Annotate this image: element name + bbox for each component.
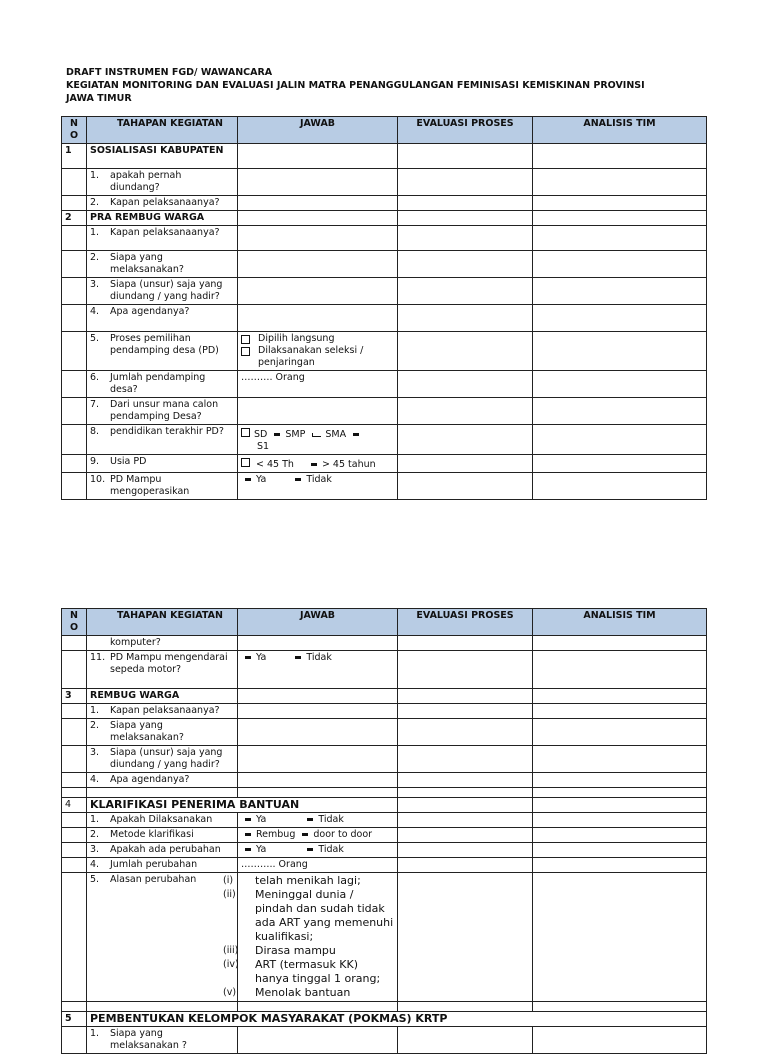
option-over-45: > 45 tahun: [321, 459, 376, 470]
spacer-row: [62, 788, 707, 798]
table-header-row: [62, 609, 707, 636]
item-question: PD Mampu mengendarai sepeda motor?: [110, 652, 228, 675]
section-title: SOSIALISASI KABUPATEN: [87, 144, 238, 169]
evaluation-cell[interactable]: [398, 651, 533, 689]
analysis-cell[interactable]: [533, 196, 707, 211]
answer-cell[interactable]: ………. Orang: [238, 371, 398, 398]
section-number: 4: [62, 798, 87, 813]
reason-label: (i): [223, 875, 234, 886]
reason-label: (ii): [223, 889, 236, 900]
evaluation-cell[interactable]: [398, 278, 533, 305]
section-title: PRA REMBUG WARGA: [87, 211, 238, 226]
table-row: [62, 636, 707, 651]
evaluation-cell[interactable]: [398, 169, 533, 196]
table-row: [62, 425, 707, 455]
reason-text: telah menikah lagi;: [255, 874, 361, 887]
option-smp: SMP: [285, 429, 306, 440]
item-number: 2.: [90, 829, 100, 840]
answer-cell[interactable]: [238, 251, 398, 278]
answer-cell[interactable]: [238, 746, 398, 773]
bullet-icon: [245, 848, 251, 851]
evaluation-cell[interactable]: [398, 305, 533, 332]
reason-text: Menolak bantuan: [255, 986, 351, 999]
option-ya: Ya: [256, 652, 267, 663]
table-row: [62, 278, 707, 305]
item-number: 2.: [90, 252, 100, 263]
analysis-cell[interactable]: [533, 636, 707, 651]
col-header-evaluasi: EVALUASI PROSES: [398, 609, 533, 636]
analysis-cell[interactable]: [533, 858, 707, 873]
checkbox-icon[interactable]: [241, 347, 250, 356]
table-row: [62, 873, 707, 1002]
item-number: 3.: [90, 279, 100, 290]
bullet-icon: [245, 833, 251, 836]
answer-cell[interactable]: [238, 144, 398, 169]
item-question: Siapa yang melaksanakan ?: [110, 1028, 187, 1051]
reason-item: [223, 958, 394, 986]
analysis-cell[interactable]: [533, 251, 707, 278]
item-question-continued: komputer?: [110, 637, 161, 648]
table-row: [62, 858, 707, 873]
item-number: 4.: [90, 774, 100, 785]
section-title: REMBUG WARGA: [87, 689, 238, 704]
option-door-to-door: door to door: [313, 829, 373, 840]
table-row: [62, 773, 707, 788]
analysis-cell[interactable]: [533, 169, 707, 196]
reason-item: [223, 874, 394, 888]
section-number: 2: [62, 211, 87, 226]
section-title: KLARIFIKASI PENERIMA BANTUAN: [87, 798, 398, 813]
answer-cell[interactable]: ……….. Orang: [238, 858, 398, 873]
col-header-evaluasi: EVALUASI PROSES: [398, 117, 533, 144]
header-line-2: KEGIATAN MONITORING DAN EVALUASI JALIN MATRA PENANGGULANGAN FEMINISASI KEMISKINAN PROVINSI: [66, 80, 645, 91]
item-number: 8.: [90, 426, 100, 437]
analysis-cell[interactable]: [533, 873, 707, 1002]
bullet-icon: [302, 833, 308, 836]
option-s1: S1: [257, 441, 270, 452]
evaluation-cell[interactable]: [398, 196, 533, 211]
option-tidak: Tidak: [306, 474, 332, 485]
item-number: 1.: [90, 1028, 100, 1039]
answer-cell[interactable]: [238, 305, 398, 332]
reason-label: (v): [223, 987, 237, 998]
bullet-icon: [311, 463, 317, 466]
item-question: PD Mampu mengoperasikan: [110, 474, 190, 497]
answer-cell[interactable]: [238, 398, 398, 425]
reason-label: (iv): [223, 959, 239, 970]
bullet-icon: [312, 433, 321, 437]
evaluation-cell[interactable]: [398, 1027, 533, 1054]
item-question: Siapa (unsur) saja yang diundang / yang hadir?: [110, 747, 223, 770]
col-header-no: N O: [62, 117, 87, 144]
evaluation-cell[interactable]: [398, 704, 533, 719]
col-header-analisis: ANALISIS TIM: [533, 117, 707, 144]
section-number: 3: [62, 689, 87, 704]
option-dilaksanakan-seleksi[interactable]: [241, 345, 394, 369]
bullet-icon: [295, 656, 301, 659]
section-title: PEMBENTUKAN KELOMPOK MASYARAKAT (POKMAS) KRTP: [87, 1012, 707, 1027]
evaluation-cell[interactable]: [398, 773, 533, 788]
answer-cell[interactable]: [238, 425, 398, 455]
answer-cell[interactable]: [238, 828, 398, 843]
item-number: 1.: [90, 705, 100, 716]
table-row: [62, 719, 707, 746]
col-header-jawab: JAWAB: [238, 609, 398, 636]
evaluation-cell[interactable]: [398, 636, 533, 651]
col-header-analisis: ANALISIS TIM: [533, 609, 707, 636]
evaluation-cell[interactable]: [398, 719, 533, 746]
table-header-row: [62, 117, 707, 144]
item-number: 3.: [90, 844, 100, 855]
analysis-cell[interactable]: [533, 773, 707, 788]
reason-item: [223, 986, 394, 1000]
answer-cell[interactable]: [238, 689, 398, 704]
table-row: [62, 398, 707, 425]
table-row: [62, 332, 707, 371]
section-row: [62, 689, 707, 704]
bullet-icon: [307, 848, 313, 851]
option-tidak: Tidak: [318, 844, 344, 855]
evaluation-cell[interactable]: [398, 226, 533, 251]
analysis-cell[interactable]: [533, 144, 707, 169]
table-row: [62, 651, 707, 689]
reason-text: ART (termasuk KK) hanya tinggal 1 orang;: [255, 958, 381, 985]
answer-cell[interactable]: [238, 332, 398, 371]
checkbox-icon[interactable]: [241, 458, 250, 467]
item-number: 11.: [90, 652, 106, 663]
answer-cell[interactable]: [238, 704, 398, 719]
table-row: [62, 455, 707, 473]
analysis-cell[interactable]: [533, 425, 707, 455]
analysis-cell[interactable]: [533, 278, 707, 305]
item-number: 1.: [90, 170, 100, 181]
evaluation-cell[interactable]: [398, 398, 533, 425]
evaluation-cell[interactable]: [398, 371, 533, 398]
table-row: [62, 226, 707, 251]
item-number: 7.: [90, 399, 100, 410]
item-question: Kapan pelaksanaanya?: [110, 705, 220, 716]
analysis-cell[interactable]: [533, 473, 707, 500]
table-row: [62, 1027, 707, 1054]
analysis-cell[interactable]: [533, 843, 707, 858]
item-question: Siapa yang melaksanakan?: [110, 720, 184, 743]
checkbox-icon[interactable]: [241, 428, 250, 437]
reason-list: [223, 874, 394, 1000]
analysis-cell[interactable]: [533, 689, 707, 704]
option-ya: Ya: [256, 844, 267, 855]
analysis-cell[interactable]: [533, 651, 707, 689]
evaluation-cell[interactable]: [398, 211, 533, 226]
analysis-cell[interactable]: [533, 398, 707, 425]
answer-cell[interactable]: [238, 843, 398, 858]
col-header-jawab: JAWAB: [238, 117, 398, 144]
evaluation-cell[interactable]: [398, 455, 533, 473]
answer-cell[interactable]: [238, 719, 398, 746]
item-question: Apakah ada perubahan: [110, 844, 221, 855]
answer-cell[interactable]: [238, 196, 398, 211]
bullet-icon: [307, 818, 313, 821]
section-number: 5: [62, 1012, 87, 1027]
item-number: 9.: [90, 456, 100, 467]
answer-cell[interactable]: [238, 651, 398, 689]
evaluation-cell[interactable]: [398, 332, 533, 371]
table-row: [62, 746, 707, 773]
evaluation-cell[interactable]: [398, 813, 533, 828]
item-question: Jumlah pendamping desa?: [110, 372, 206, 395]
answer-cell[interactable]: [238, 211, 398, 226]
item-question: Siapa (unsur) saja yang diundang / yang hadir?: [110, 279, 223, 302]
instrument-table-1: [61, 116, 707, 500]
section-row: [62, 798, 707, 813]
item-number: 6.: [90, 372, 100, 383]
table-row: [62, 251, 707, 278]
item-question: Dari unsur mana calon pendamping Desa?: [110, 399, 219, 422]
bullet-icon: [245, 478, 251, 481]
answer-cell[interactable]: [238, 226, 398, 251]
item-number: 5.: [90, 333, 100, 344]
analysis-cell[interactable]: [533, 371, 707, 398]
reason-text: Meninggal dunia / pindah dan sudah tidak ada ART yang memenuhi kualifikasi;: [255, 888, 394, 943]
header-line-1: DRAFT INSTRUMEN FGD/ WAWANCARA: [66, 67, 273, 78]
option-sma: SMA: [325, 429, 347, 440]
item-number: 10.: [90, 474, 106, 485]
item-number: 3.: [90, 747, 100, 758]
item-question: Alasan perubahan: [110, 874, 197, 885]
item-question: Proses pemilihan pendamping desa (PD): [110, 333, 219, 356]
answer-cell[interactable]: [238, 773, 398, 788]
item-question: Siapa yang melaksanakan?: [110, 252, 184, 275]
analysis-cell[interactable]: [533, 455, 707, 473]
analysis-cell[interactable]: [533, 746, 707, 773]
analysis-cell[interactable]: [533, 211, 707, 226]
evaluation-cell[interactable]: [398, 798, 533, 813]
section-row: [62, 211, 707, 226]
analysis-cell[interactable]: [533, 305, 707, 332]
bullet-icon: [353, 433, 359, 436]
table-row: [62, 828, 707, 843]
table-row: [62, 843, 707, 858]
item-number: 2.: [90, 720, 100, 731]
answer-cell[interactable]: [223, 873, 398, 1002]
table-row: [62, 305, 707, 332]
item-number: 4.: [90, 306, 100, 317]
evaluation-cell[interactable]: [398, 858, 533, 873]
instrument-table-2: [61, 608, 707, 1054]
item-question: Apa agendanya?: [110, 774, 190, 785]
item-number: 4.: [90, 859, 100, 870]
evaluation-cell[interactable]: [398, 689, 533, 704]
option-under-45: < 45 Th: [256, 459, 294, 470]
bullet-icon: [245, 656, 251, 659]
evaluation-cell[interactable]: [398, 251, 533, 278]
checkbox-icon[interactable]: [241, 335, 250, 344]
option-tidak: Tidak: [306, 652, 332, 663]
evaluation-cell[interactable]: [398, 746, 533, 773]
document-header: [66, 66, 645, 105]
analysis-cell[interactable]: [533, 798, 707, 813]
analysis-cell[interactable]: [533, 1027, 707, 1054]
analysis-cell[interactable]: [533, 719, 707, 746]
table-row: [62, 704, 707, 719]
option-tidak: Tidak: [318, 814, 344, 825]
answer-cell[interactable]: [238, 455, 398, 473]
item-number: 1.: [90, 227, 100, 238]
item-question: apakah pernah diundang?: [110, 170, 182, 193]
evaluation-cell[interactable]: [398, 828, 533, 843]
evaluation-cell[interactable]: [398, 873, 533, 1002]
analysis-cell[interactable]: [533, 704, 707, 719]
analysis-cell[interactable]: [533, 226, 707, 251]
item-question: Jumlah perubahan: [110, 859, 198, 870]
item-question: Apakah Dilaksanakan: [110, 814, 213, 825]
option-ya: Ya: [256, 474, 267, 485]
option-label: Dipilih langsung: [258, 333, 335, 344]
bullet-icon: [245, 818, 251, 821]
item-number: 5.: [90, 874, 100, 885]
bullet-icon: [295, 478, 301, 481]
analysis-cell[interactable]: [533, 813, 707, 828]
item-question: Metode klarifikasi: [110, 829, 194, 840]
item-question: pendidikan terakhir PD?: [110, 426, 224, 437]
analysis-cell[interactable]: [533, 332, 707, 371]
spacer-row: [62, 1002, 707, 1012]
answer-cell[interactable]: [238, 1027, 398, 1054]
header-line-3: JAWA TIMUR: [66, 93, 132, 104]
option-sd: SD: [254, 429, 268, 440]
option-dipilih-langsung[interactable]: [241, 333, 394, 345]
item-number: 2.: [90, 197, 100, 208]
evaluation-cell[interactable]: [398, 473, 533, 500]
table-row: [62, 813, 707, 828]
answer-cell[interactable]: [238, 813, 398, 828]
reason-label: (iii): [223, 945, 239, 956]
item-question: Kapan pelaksanaanya?: [110, 227, 220, 238]
item-question: Apa agendanya?: [110, 306, 190, 317]
option-ya: Ya: [256, 814, 267, 825]
reason-item: [223, 888, 394, 944]
item-number: 1.: [90, 814, 100, 825]
col-header-tahapan: TAHAPAN KEGIATAN: [87, 117, 238, 144]
col-header-no: N O: [62, 609, 87, 636]
table-row: [62, 169, 707, 196]
reason-item: [223, 944, 394, 958]
table-row: [62, 196, 707, 211]
item-question: Usia PD: [110, 456, 147, 467]
evaluation-cell[interactable]: [398, 144, 533, 169]
section-row: [62, 1012, 707, 1027]
evaluation-cell[interactable]: [398, 425, 533, 455]
evaluation-cell[interactable]: [398, 843, 533, 858]
analysis-cell[interactable]: [533, 828, 707, 843]
table-row: [62, 371, 707, 398]
bullet-icon: [274, 433, 280, 436]
col-header-tahapan: TAHAPAN KEGIATAN: [87, 609, 238, 636]
table-row: [62, 473, 707, 500]
answer-cell[interactable]: [238, 636, 398, 651]
item-question: Kapan pelaksanaanya?: [110, 197, 220, 208]
option-rembug: Rembug: [256, 829, 296, 840]
answer-cell[interactable]: [238, 278, 398, 305]
section-number: 1: [62, 144, 87, 169]
section-row: [62, 144, 707, 169]
answer-cell[interactable]: [238, 473, 398, 500]
option-label: Dilaksanakan seleksi / penjaringan: [258, 345, 364, 368]
answer-cell[interactable]: [238, 169, 398, 196]
reason-text: Dirasa mampu: [255, 944, 336, 957]
